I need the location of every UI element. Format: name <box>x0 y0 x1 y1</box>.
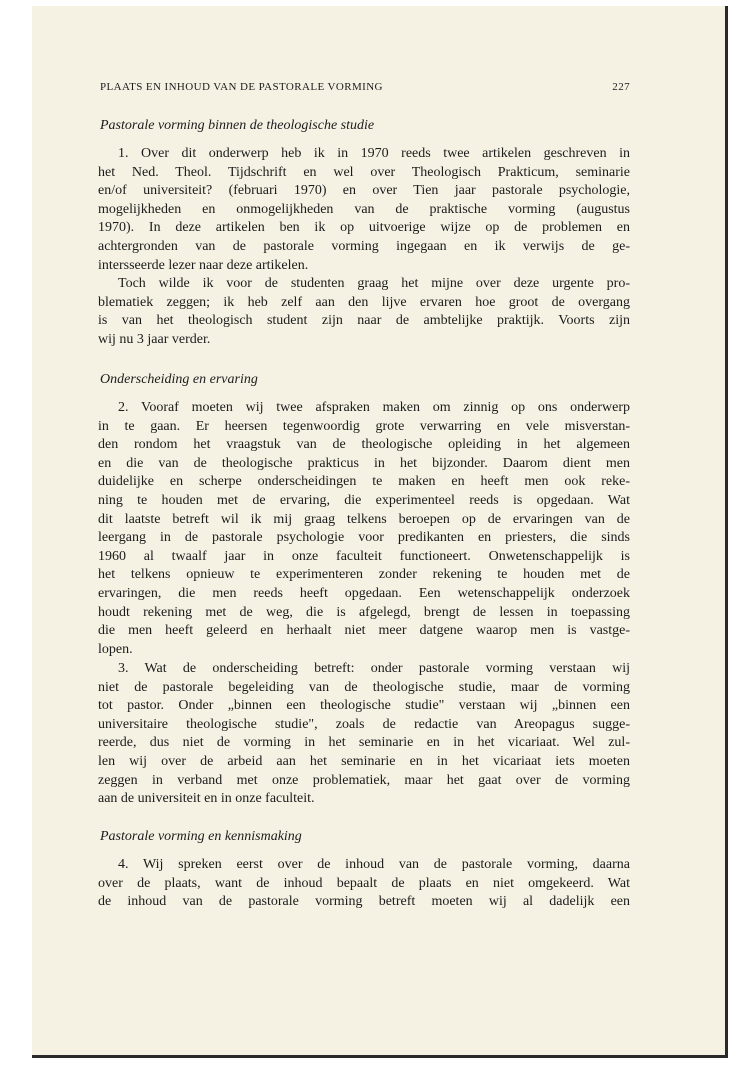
text-line: intersseerde lezer naar deze artikelen. <box>98 257 309 273</box>
text-line: en/of universiteit? (februari 1970) en over Tien jaar pastorale psychologie, <box>98 183 630 199</box>
text-line: 1960 al twaalf jaar in onze faculteit functioneert. Onwetenschappelijk is <box>98 548 630 564</box>
text-line: ning te houden met de ervaring, die experimenteel reeds is opgedaan. Wat <box>98 492 630 508</box>
text-line: blematiek zeggen; ik heb zelf aan den lijve ervaren hoe groot de overgang <box>98 294 630 310</box>
text-line: Toch wilde ik voor de studenten graag het mijne over deze urgente pro- <box>118 276 630 291</box>
text-line: niet de pastorale begeleiding van de theologische studie, maar de vorming <box>98 679 630 695</box>
running-header-title: PLAATS EN INHOUD VAN DE PASTORALE VORMING <box>100 81 383 93</box>
text-line: aan de universiteit en in onze faculteit. <box>98 791 315 807</box>
text-line: universitaire theologische studie", zoals de redactie van Areopagus sugge- <box>98 716 630 732</box>
text-line: houdt rekening met de weg, die is afgelegd, brengt de lessen in toepassing <box>98 604 630 620</box>
text-line: achtergronden van de pastorale vorming ingegaan en ik verwijs de ge- <box>98 238 630 254</box>
text-line: 1970). In deze artikelen ben ik op uitvoerige wijze op de problemen en <box>98 220 630 236</box>
text-line: 2. Vooraf moeten wij twee afspraken maken om zinnig op ons onderwerp <box>118 400 630 415</box>
paragraph <box>98 856 630 912</box>
paragraph <box>98 145 630 275</box>
paragraph <box>98 275 630 349</box>
section-title: Onderscheiding en ervaring <box>100 372 258 387</box>
text-line: 3. Wat de onderscheiding betreft: onder pastorale vorming verstaan wij <box>118 661 630 676</box>
section-title: Pastorale vorming binnen de theologische studie <box>100 118 375 133</box>
page-number: 227 <box>612 81 630 93</box>
text-line: lopen. <box>98 641 133 657</box>
section-title: Pastorale vorming en kennismaking <box>100 829 302 844</box>
text-line: zeggen in verband met onze problematiek, maar het gaat over de vorming <box>98 772 630 788</box>
text-line: ervaringen, die men reeds heeft opgedaan. Een wetenschappelijk onderzoek <box>98 585 630 601</box>
book-page <box>32 6 728 1058</box>
text-line: 1. Over dit onderwerp heb ik in 1970 reeds twee artikelen geschreven in <box>118 146 630 161</box>
text-line: mogelijkheden en onmogelijkheden van de praktische vorming (augustus <box>98 201 630 217</box>
text-line: leergang in de pastorale psychologie voor predikanten en priesters, die sinds <box>98 530 630 546</box>
text-line: tot pastor. Onder „binnen een theologische studie" verstaan wij „binnen een <box>98 698 630 714</box>
text-line: len wij over de arbeid aan het seminarie en in het vicariaat iets moeten <box>98 753 630 769</box>
text-line: in te gaan. Er heersen tegenwoordig grote verwarring en vele misverstan- <box>98 418 630 434</box>
text-line: over de plaats, want de inhoud bepaalt de plaats en niet omgekeerd. Wat <box>98 875 630 891</box>
text-line: die men heeft geleerd en herhaalt niet meer datgene waarop men is vastge- <box>98 623 630 639</box>
text-line: dit laatste betreft wil ik mij graag telkens beroepen op de ervaringen van de <box>98 511 630 527</box>
text-line: den rondom het vraagstuk van de theologische opleiding in het algemeen <box>98 437 630 453</box>
text-line: en die van de theologische prakticus in het bijzonder. Daarom dient men <box>98 455 630 471</box>
text-line: reerde, dus niet de vorming in het seminarie en in het vicariaat. Wel zul- <box>98 735 630 751</box>
paragraph <box>98 660 630 809</box>
text-line: het telkens opnieuw te experimenteren zonder rekening te houden met de <box>98 567 630 583</box>
text-line: de inhoud van de pastorale vorming betreft moeten wij al dadelijk een <box>98 894 630 910</box>
text-line: wij nu 3 jaar verder. <box>98 331 211 347</box>
text-line: 4. Wij spreken eerst over de inhoud van de pastorale vorming, daarna <box>118 857 630 872</box>
text-line: is van het theologisch student zijn naar de ambtelijke praktijk. Voorts zijn <box>98 313 630 329</box>
paragraph <box>98 399 630 659</box>
text-line: duidelijke en scherpe onderscheidingen te maken en heeft men ook reke- <box>98 474 630 490</box>
text-line: het Ned. Theol. Tijdschrift en wel over Theologisch Prakticum, seminarie <box>98 164 630 180</box>
